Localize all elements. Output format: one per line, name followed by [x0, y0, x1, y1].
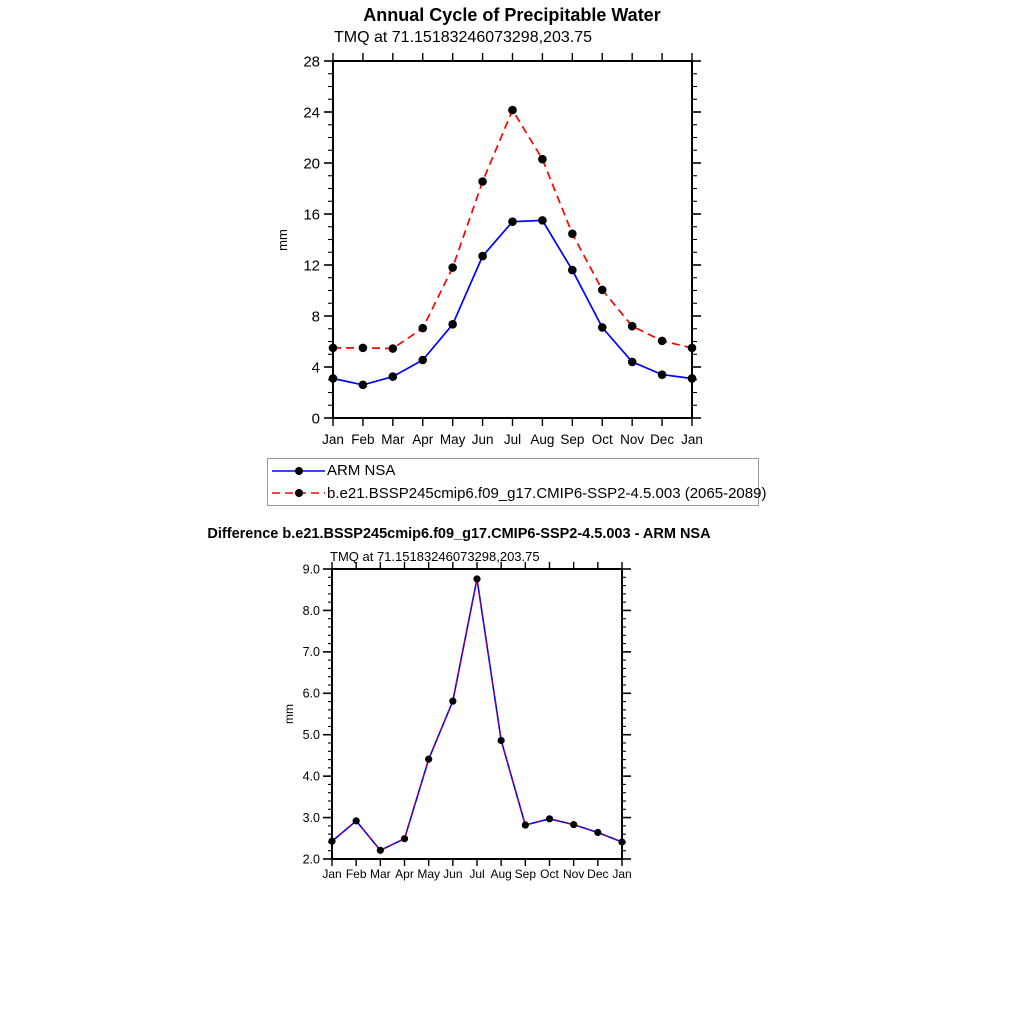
x-tick-label: Oct: [591, 432, 613, 447]
x-tick-label: Jan: [322, 867, 342, 881]
annual-cycle-series-line: [333, 220, 692, 385]
legend-item-model: [271, 483, 767, 504]
data-point-marker: [538, 155, 547, 164]
data-point-marker: [359, 381, 368, 390]
data-point-marker: [594, 829, 601, 836]
obs-line-sample-icon: [271, 464, 326, 478]
y-tick-label: 2.0: [302, 852, 320, 867]
y-tick-label: 4.0: [302, 769, 320, 784]
data-point-marker: [389, 372, 398, 381]
y-tick-label: 20: [303, 155, 320, 173]
data-point-marker: [478, 252, 487, 261]
data-point-marker: [658, 337, 667, 346]
x-tick-label: Jun: [443, 867, 463, 881]
x-tick-label: Sep: [560, 432, 585, 447]
x-tick-label: Jul: [503, 432, 522, 447]
x-tick-label: Aug: [530, 432, 555, 447]
y-tick-label: 16: [303, 206, 320, 224]
difference-series-line: [332, 579, 622, 850]
annual-cycle-subtitle: TMQ at 71.15183246073298,203.75: [334, 29, 592, 46]
y-tick-label: 5.0: [302, 728, 320, 743]
data-point-marker: [598, 323, 607, 332]
data-point-marker: [546, 815, 553, 822]
x-tick-label: Apr: [412, 432, 434, 447]
data-point-marker: [498, 737, 505, 744]
legend-item-obs: [271, 460, 758, 481]
difference-subtitle: TMQ at 71.15183246073298,203.75: [330, 549, 540, 564]
data-point-marker: [449, 698, 456, 705]
data-point-marker: [377, 847, 384, 854]
x-tick-label: Mar: [369, 867, 391, 881]
data-point-marker: [478, 177, 487, 186]
data-point-marker: [570, 821, 577, 828]
data-point-marker: [329, 374, 338, 383]
y-tick-label: 24: [303, 104, 320, 122]
x-tick-label: Apr: [395, 867, 414, 881]
y-tick-label: 28: [303, 53, 320, 71]
y-tick-label: 0: [311, 410, 320, 428]
x-tick-label: Dec: [650, 432, 675, 447]
y-tick-label: 8.0: [302, 603, 320, 618]
x-tick-label: Jul: [469, 867, 485, 881]
data-point-marker: [618, 838, 625, 845]
data-point-marker: [359, 344, 368, 353]
legend: [267, 458, 767, 506]
data-point-marker: [329, 344, 338, 353]
data-point-marker: [628, 322, 637, 331]
y-tick-label: 12: [303, 257, 320, 275]
data-point-marker: [473, 575, 480, 582]
difference-title: Difference b.e21.BSSP245cmip6.f09_g17.CMIP6-SSP2-4.5.003 - ARM NSA: [207, 526, 711, 542]
data-point-marker: [628, 358, 637, 367]
difference-series-line-overlay: [332, 579, 622, 850]
x-tick-label: Mar: [381, 432, 405, 447]
y-tick-label: 6.0: [302, 686, 320, 701]
x-tick-label: Jun: [471, 432, 494, 447]
x-tick-label: Sep: [514, 867, 537, 881]
data-point-marker: [328, 838, 335, 845]
x-tick-label: May: [417, 867, 441, 881]
legend-label-obs: ARM NSA: [327, 462, 396, 480]
data-point-marker: [658, 370, 667, 379]
y-tick-label: 7.0: [302, 645, 320, 660]
data-point-marker: [568, 229, 577, 238]
x-tick-label: Nov: [620, 432, 645, 447]
data-point-marker: [522, 821, 529, 828]
data-point-marker: [448, 263, 457, 272]
data-point-marker: [418, 324, 427, 333]
data-point-marker: [688, 374, 697, 383]
legend-label-model: b.e21.BSSP245cmip6.f09_g17.CMIP6-SSP2-4.5.003 (2065-2089): [327, 484, 767, 502]
x-tick-label: Jan: [612, 867, 632, 881]
x-tick-label: Jan: [681, 432, 703, 447]
x-tick-label: Nov: [562, 867, 585, 881]
x-tick-label: Aug: [490, 867, 512, 881]
data-point-marker: [425, 756, 432, 763]
data-point-marker: [389, 344, 398, 353]
y-tick-label: 3.0: [302, 810, 320, 825]
data-point-marker: [568, 266, 577, 275]
annual-cycle-title: Annual Cycle of Precipitable Water: [363, 5, 661, 25]
x-tick-label: Jan: [322, 432, 344, 447]
data-point-marker: [353, 817, 360, 824]
data-point-marker: [401, 835, 408, 842]
x-tick-label: May: [439, 432, 466, 447]
y-tick-label: 9.0: [302, 562, 320, 577]
y-axis-label: mm: [275, 229, 290, 251]
annual-cycle-series-line: [333, 110, 692, 348]
x-tick-label: Dec: [587, 867, 609, 881]
difference-frame: [332, 569, 622, 859]
data-point-marker: [448, 320, 457, 329]
data-point-marker: [508, 106, 517, 115]
data-point-marker: [598, 286, 607, 295]
x-tick-label: Feb: [351, 432, 375, 447]
x-tick-label: Oct: [540, 867, 559, 881]
y-tick-label: 8: [311, 308, 320, 326]
y-tick-label: 4: [311, 359, 320, 377]
difference-plot: [282, 562, 632, 881]
y-axis-label: mm: [282, 704, 296, 724]
data-point-marker: [688, 344, 697, 353]
x-tick-label: Feb: [345, 867, 367, 881]
data-point-marker: [418, 356, 427, 365]
data-point-marker: [538, 216, 547, 225]
model-line-sample-icon: [271, 486, 326, 500]
data-point-marker: [508, 217, 517, 226]
annual-cycle-plot: [275, 53, 703, 447]
